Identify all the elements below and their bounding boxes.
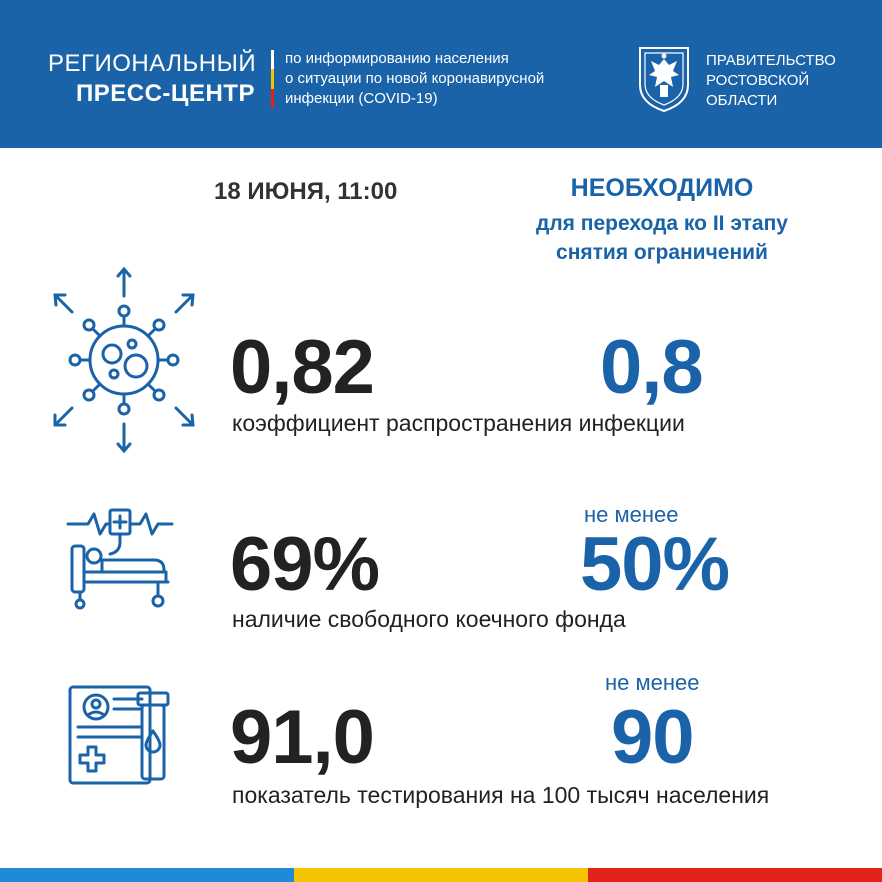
requirement-subtitle-line: для перехода ко II этапу — [536, 212, 788, 235]
free-beds-target-prefix: не менее — [584, 502, 679, 527]
testing-value: 91,0 — [230, 695, 374, 780]
requirement-title: НЕОБХОДИМО — [570, 174, 754, 202]
transmission-rate-value: 0,82 — [230, 325, 374, 410]
header-description-line: инфекции (COVID-19) — [285, 90, 438, 107]
flag-divider — [271, 50, 274, 108]
transmission-rate-caption: коэффициент распространения инфекции — [232, 410, 685, 436]
government-name-line: РОСТОВСКОЙ — [706, 72, 810, 89]
government-name-line: ПРАВИТЕЛЬСТВО — [706, 52, 836, 69]
coat-of-arms-icon — [637, 45, 691, 113]
header-banner — [0, 0, 882, 148]
testing-target: 90 — [611, 695, 694, 780]
hospital-bed-icon — [66, 506, 174, 610]
medical-test-icon — [66, 683, 178, 787]
free-beds-target: 50% — [580, 522, 730, 607]
header-description-line: о ситуации по новой коронавирусной — [285, 70, 545, 87]
free-beds-value: 69% — [230, 522, 380, 607]
free-beds-caption: наличие свободного коечного фонда — [232, 606, 626, 632]
press-center-title-line2: ПРЕСС-ЦЕНТР — [76, 80, 255, 107]
testing-target-prefix: не менее — [605, 670, 700, 695]
bottom-color-stripe — [0, 868, 882, 882]
government-name-line: ОБЛАСТИ — [706, 92, 778, 109]
report-date: 18 ИЮНЯ, 11:00 — [214, 178, 398, 205]
government-name — [706, 51, 836, 111]
header-description-line: по информированию населения — [285, 50, 509, 67]
virus-spread-icon — [50, 262, 198, 458]
testing-caption: показатель тестирования на 100 тысяч населения — [232, 782, 770, 808]
transmission-rate-target: 0,8 — [600, 325, 703, 410]
requirement-subtitle — [504, 209, 820, 267]
requirement-subtitle-line: снятия ограничений — [556, 241, 768, 264]
header-description — [285, 49, 544, 109]
press-center-title-line1: РЕГИОНАЛЬНЫЙ — [48, 50, 257, 77]
